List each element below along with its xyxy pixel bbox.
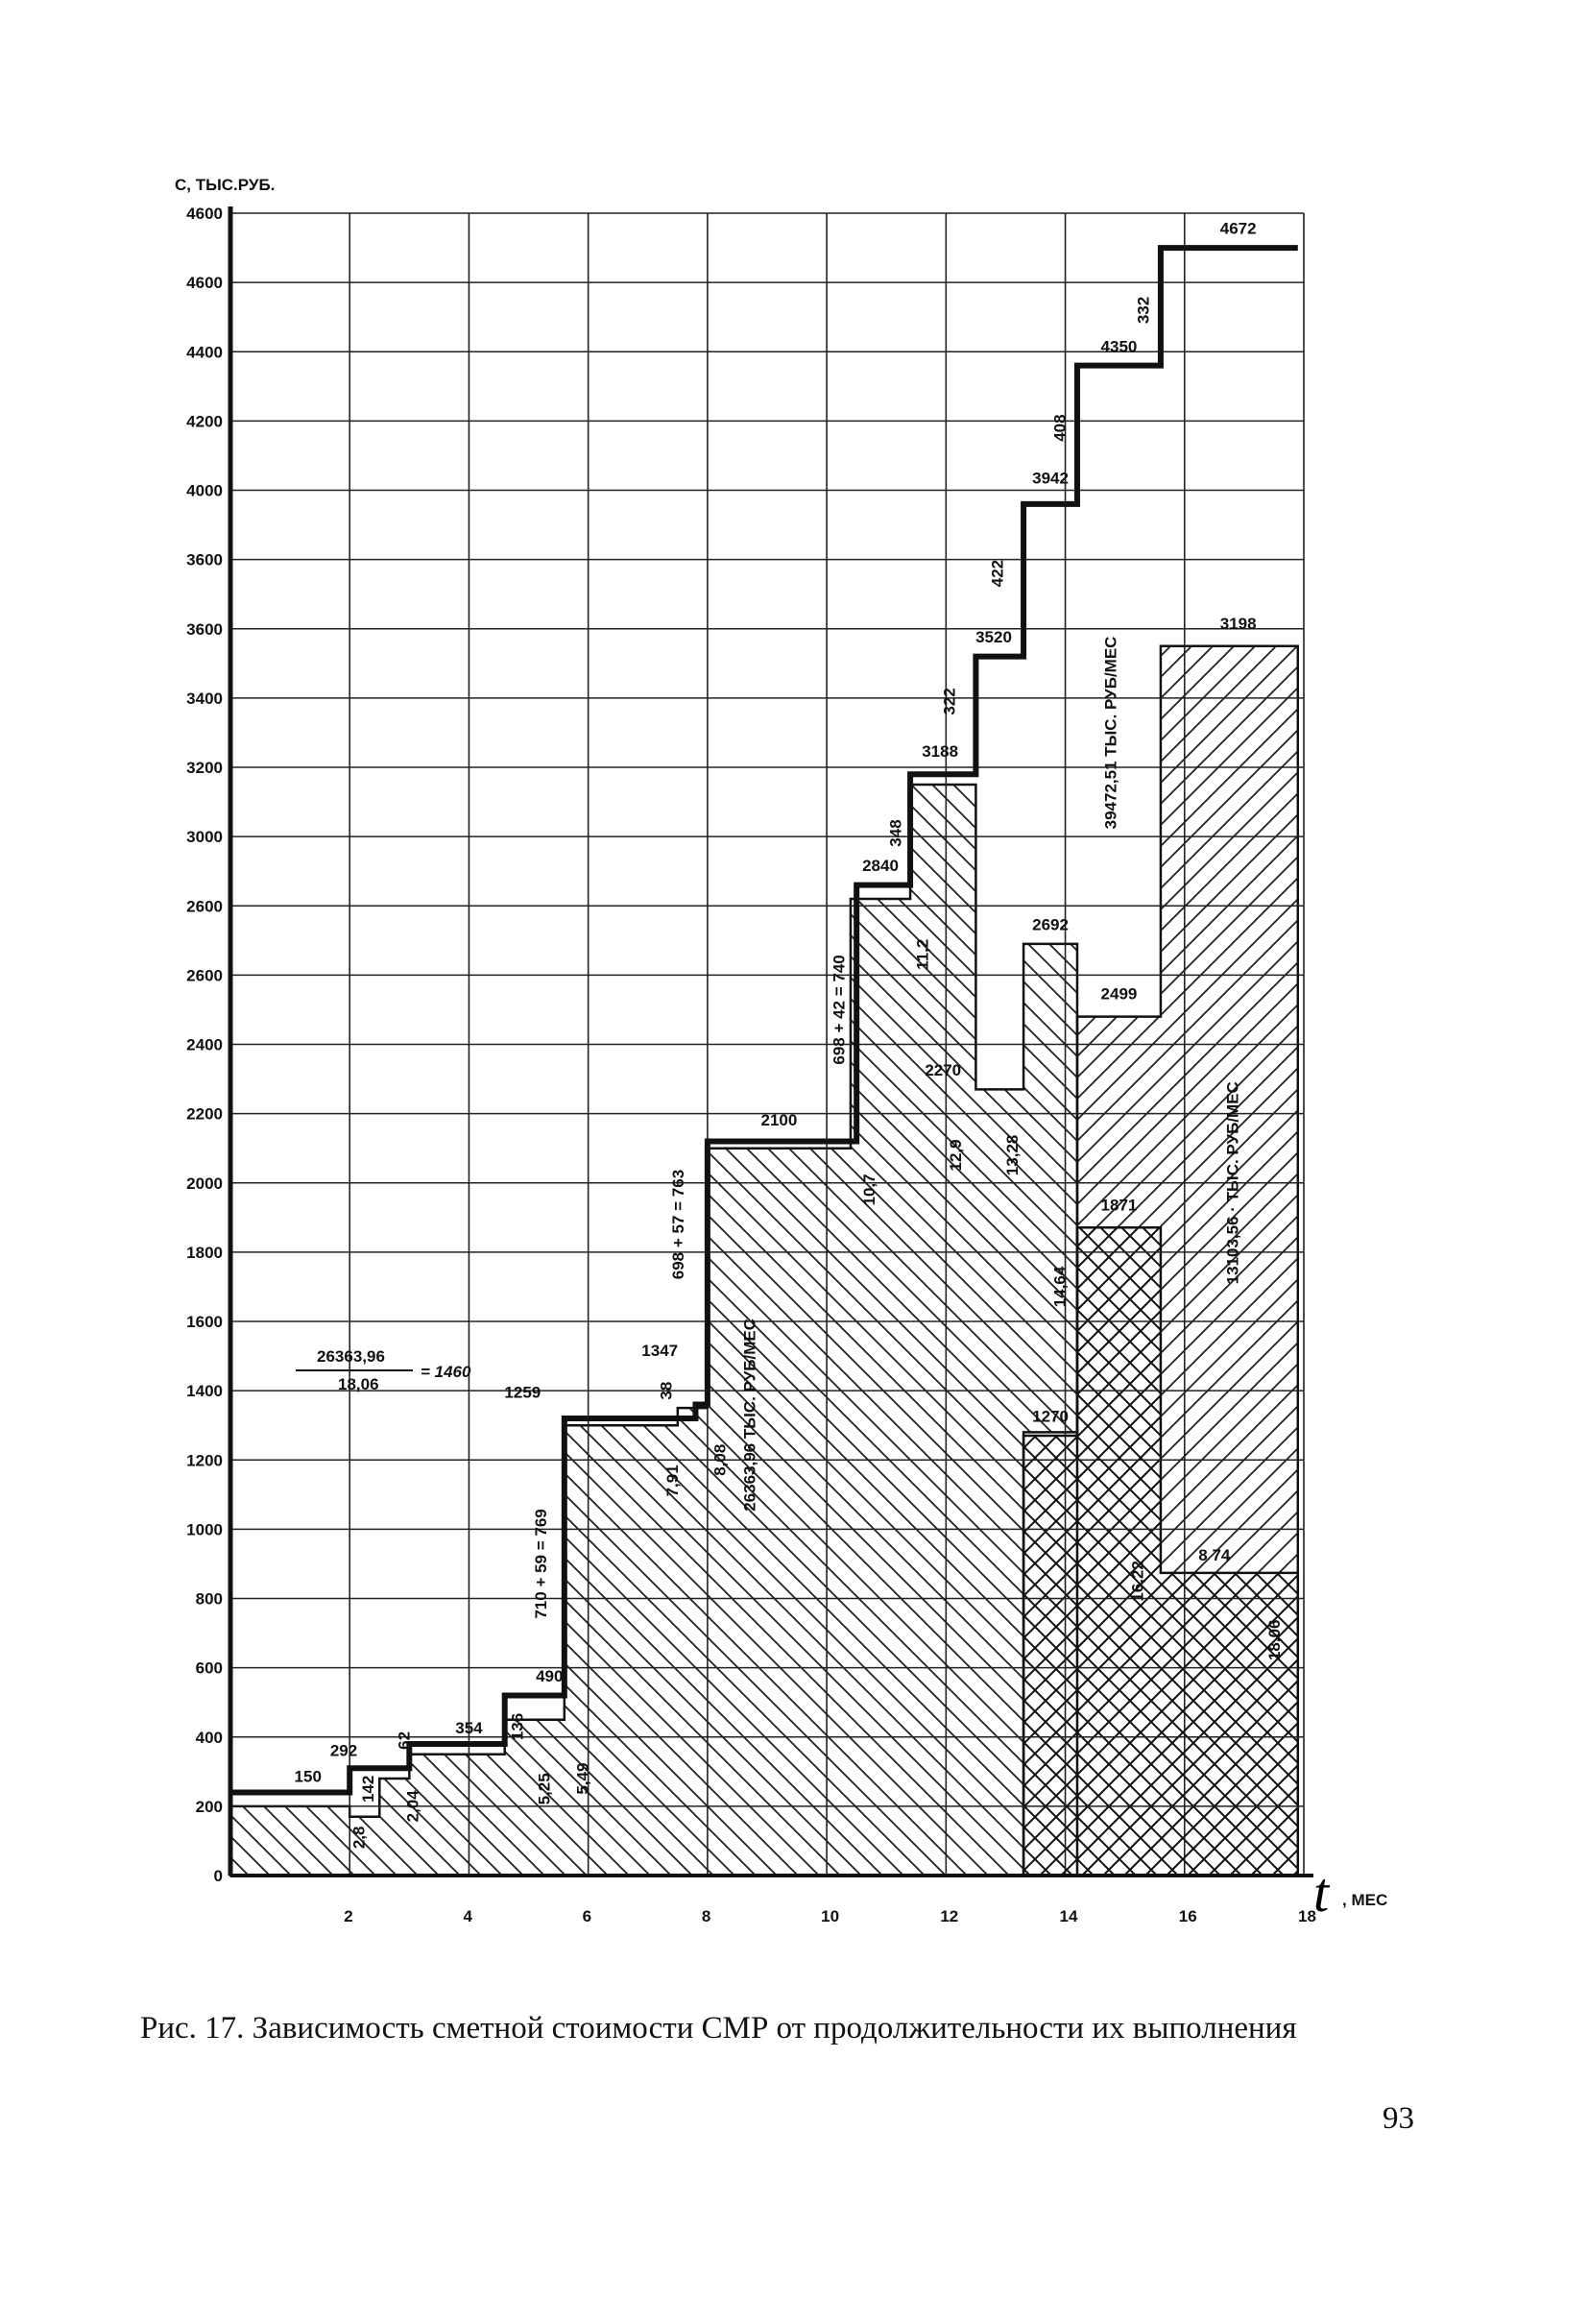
data-label: 710 + 59 = 769 (532, 1509, 551, 1619)
formula-denominator: 18,06 (338, 1375, 379, 1393)
data-label: 11,2 (913, 938, 932, 970)
formula-annotation (296, 1347, 471, 1393)
page-number: 93 (1383, 2101, 1414, 2136)
data-label: 8 74 (1198, 1545, 1231, 1564)
data-label: 13,28 (1002, 1134, 1022, 1176)
data-label: 38 (657, 1381, 676, 1400)
y-tick-label: 2400 (186, 1035, 223, 1054)
data-label: 7,91 (662, 1465, 682, 1497)
data-label: 422 (988, 559, 1007, 588)
data-label: 2692 (1032, 915, 1069, 934)
y-tick-label: 1400 (186, 1382, 223, 1401)
y-tick-label: 3400 (186, 689, 223, 708)
y-tick-label: 2200 (186, 1104, 223, 1124)
data-label: 490 (536, 1667, 564, 1686)
data-label: 2840 (862, 857, 899, 876)
data-label: 5,25 (535, 1773, 554, 1805)
data-label: 39472,51 ТЫС. РУБ/МЕС (1101, 636, 1120, 830)
data-label: 1347 (641, 1342, 679, 1361)
x-tick-label: 8 (701, 1907, 711, 1925)
y-tick-label: 3600 (186, 550, 223, 569)
x-tick-label: 16 (1178, 1907, 1197, 1925)
x-tick-label: 10 (821, 1907, 840, 1925)
data-label: 698 + 42 = 740 (830, 955, 849, 1065)
y-tick-label: 1000 (186, 1520, 223, 1539)
x-tick-label: 14 (1059, 1907, 1078, 1925)
y-tick-label: 4000 (186, 481, 223, 500)
data-label: 3520 (975, 628, 1012, 647)
data-label: 348 (886, 819, 905, 847)
y-tick-label: 3200 (186, 759, 223, 777)
y-tick-label: 4400 (186, 343, 223, 362)
data-label: 10,7 (859, 1174, 878, 1206)
y-tick-label: 2600 (186, 897, 223, 916)
x-axis-label (1313, 1861, 1387, 1924)
data-label: 322 (940, 688, 959, 715)
y-tick-label: 4600 (186, 205, 223, 223)
data-label: 142 (359, 1775, 378, 1804)
x-axis-symbol: t (1313, 1861, 1330, 1924)
data-label: 3198 (1219, 614, 1257, 633)
data-label: 4672 (1219, 219, 1257, 238)
data-label: 354 (455, 1719, 483, 1738)
y-tick-label: 1200 (186, 1451, 223, 1470)
y-tick-label: 1600 (186, 1313, 223, 1331)
area-stage_a_hatched (230, 785, 1077, 1876)
data-label: 1270 (1032, 1407, 1069, 1426)
x-axis-unit: , МЕС (1342, 1891, 1388, 1909)
data-label: 62 (395, 1731, 414, 1750)
data-label: 5,49 (573, 1762, 592, 1795)
y-axis-label: С, ТЫС.РУБ. (175, 176, 276, 194)
x-tick-label: 2 (344, 1907, 353, 1925)
x-tick-label: 4 (463, 1907, 472, 1925)
hatched-areas (230, 646, 1298, 1876)
x-tick-label: 12 (940, 1907, 959, 1925)
y-tick-label: 4200 (186, 412, 223, 431)
data-label: 8,08 (710, 1443, 730, 1476)
data-label: 408 (1050, 414, 1070, 442)
y-tick-label: 0 (213, 1867, 223, 1885)
data-label: 698 + 57 = 763 (669, 1169, 688, 1280)
data-label: 3188 (922, 742, 959, 762)
x-tick-label: 18 (1298, 1907, 1316, 1925)
data-label: 2499 (1100, 984, 1138, 1004)
data-label: 26363,96 ТЫС. РУБ/МЕС (740, 1318, 759, 1512)
formula-numerator: 26363,96 (317, 1347, 385, 1366)
data-label: 13103,56 · ТЫС. РУБ/МЕС (1223, 1081, 1242, 1285)
data-label: 2270 (925, 1060, 962, 1079)
data-label: 4350 (1100, 337, 1138, 356)
y-tick-label: 200 (195, 1797, 223, 1816)
data-label: 1871 (1100, 1196, 1138, 1215)
y-tick-label: 600 (195, 1658, 223, 1678)
data-label: 332 (1134, 296, 1153, 325)
formula-result: = 1460 (421, 1363, 471, 1381)
y-tick-label: 3600 (186, 619, 223, 639)
y-tick-label: 1800 (186, 1243, 223, 1262)
data-label: 1259 (504, 1383, 541, 1402)
data-label: 292 (329, 1741, 358, 1760)
data-label: 16,22 (1128, 1561, 1147, 1602)
data-label: 2,8 (349, 1826, 369, 1850)
data-label: 14,64 (1050, 1266, 1070, 1308)
data-label: 136 (508, 1712, 527, 1741)
data-label: 2,04 (403, 1790, 422, 1823)
y-tick-label: 4600 (186, 274, 223, 293)
data-label: 12,9 (946, 1139, 965, 1172)
y-tick-label: 2000 (186, 1174, 223, 1193)
y-tick-label: 3000 (186, 828, 223, 847)
data-label: 3942 (1032, 469, 1069, 488)
data-label: 2100 (760, 1111, 798, 1130)
x-tick-label: 6 (582, 1907, 592, 1925)
data-label: 18,06 (1265, 1619, 1285, 1661)
figure-caption: Рис. 17. Зависимость сметной стоимости СМР от продолжительности их выполнения (140, 2011, 1297, 2046)
y-tick-label: 2600 (186, 966, 223, 985)
y-tick-label: 800 (195, 1589, 223, 1609)
y-tick-label: 400 (195, 1728, 223, 1747)
data-label: 150 (294, 1767, 322, 1786)
